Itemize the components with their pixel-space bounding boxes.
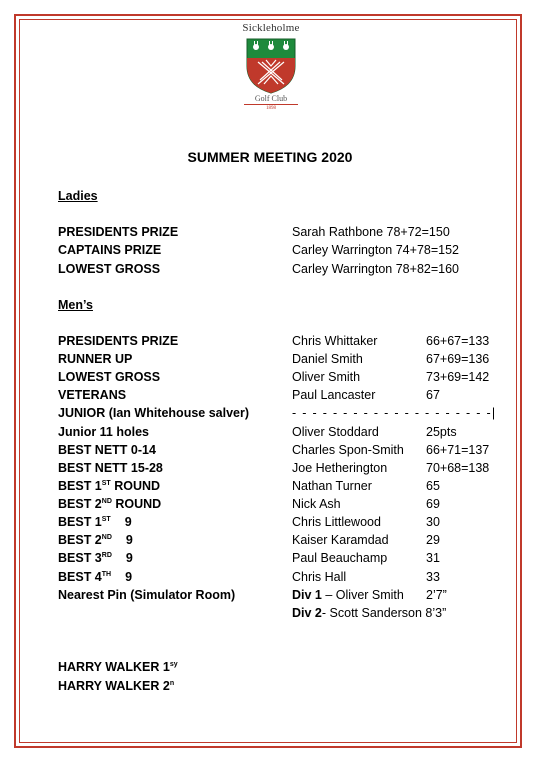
table-row — [58, 497, 518, 515]
winner-name: Div 1 – Oliver Smith — [292, 588, 404, 602]
prize-label: JUNIOR (Ian Whitehouse salver) — [58, 406, 250, 420]
winner-name: Oliver Stoddard — [292, 425, 379, 439]
winner-name: Paul Beauchamp — [292, 551, 388, 565]
table-row — [58, 243, 518, 261]
table-row — [58, 515, 518, 533]
winner-name: Nathan Turner — [292, 479, 372, 493]
winner-name: Carley Warrington 74+78=152 — [292, 243, 459, 257]
table-row — [58, 679, 518, 697]
winner-score: 30 — [426, 515, 440, 529]
winner-name: - - - - - - - - - - - - - - - - - - - -| — [292, 406, 497, 420]
winner-score: 29 — [426, 533, 440, 547]
table-row — [58, 334, 518, 352]
winner-score: 31 — [426, 551, 440, 565]
table-row — [58, 606, 518, 624]
winner-score: 65 — [426, 479, 440, 493]
table-row — [58, 388, 518, 406]
table-row — [58, 588, 518, 606]
winner-name: Chris Littlewood — [292, 515, 381, 529]
winner-name: Joe Hetherington — [292, 461, 388, 475]
prize-label: Nearest Pin (Simulator Room) — [58, 588, 236, 602]
table-row — [58, 225, 518, 243]
table-row — [58, 461, 518, 479]
winner-score: 70+68=138 — [426, 461, 490, 475]
prize-label: PRESIDENTS PRIZE — [58, 225, 179, 239]
table-row — [58, 262, 518, 280]
prize-label: BEST NETT 15-28 — [58, 461, 163, 475]
table-row — [58, 479, 518, 497]
table-row — [58, 425, 518, 443]
winner-score: 67 — [426, 388, 440, 402]
prize-label: VETERANS — [58, 388, 127, 402]
winner-name: Paul Lancaster — [292, 388, 376, 402]
logo-established: 1898 — [244, 104, 298, 111]
club-logo — [226, 22, 316, 122]
winner-score: 67+69=136 — [426, 352, 490, 366]
logo-club-sub: Golf Club — [254, 94, 288, 103]
winner-score: 73+69=142 — [426, 370, 490, 384]
prize-label: PRESIDENTS PRIZE — [58, 334, 179, 348]
winner-name: Nick Ash — [292, 497, 341, 511]
winner-name: Chris Hall — [292, 570, 347, 584]
prize-label: BEST 3RD 9 — [58, 551, 133, 565]
winner-name: Charles Spon-Smith — [292, 443, 404, 457]
table-row — [58, 533, 518, 551]
prize-label: BEST NETT 0-14 — [58, 443, 156, 457]
table-row — [58, 406, 518, 424]
prize-label: BEST 2ND ROUND — [58, 497, 162, 511]
table-row — [58, 352, 518, 370]
prize-label: BEST 1ST ROUND — [58, 479, 161, 493]
winner-score: 33 — [426, 570, 440, 584]
prize-label: LOWEST GROSS — [58, 370, 161, 384]
winner-name: Chris Whittaker — [292, 334, 378, 348]
winner-name: Div 2- Scott Sanderson 8’3” — [292, 606, 447, 620]
section-heading-ladies: Ladies — [58, 189, 98, 203]
section-heading-men: Men’s — [58, 298, 93, 312]
prize-label: Junior 11 holes — [58, 425, 150, 439]
prize-label: CAPTAINS PRIZE — [58, 243, 162, 257]
winner-name: Daniel Smith — [292, 352, 363, 366]
crest-icon — [244, 36, 298, 94]
winner-score: 25pts — [426, 425, 457, 439]
prize-label: RUNNER UP — [58, 352, 133, 366]
prize-label: BEST 2ND 9 — [58, 533, 133, 547]
winner-score: 2’7” — [426, 588, 447, 602]
winner-name: Oliver Smith — [292, 370, 361, 384]
page-title: SUMMER MEETING 2020 — [187, 149, 353, 165]
table-row — [58, 370, 518, 388]
winner-name: Kaiser Karamdad — [292, 533, 389, 547]
table-row — [58, 660, 518, 678]
table-row — [58, 551, 518, 569]
prize-label: HARRY WALKER 2$^n$ — [58, 679, 175, 693]
prize-label: HARRY WALKER $1^{sy}$ — [58, 660, 178, 674]
prize-label: BEST 1ST 9 — [58, 515, 132, 529]
prize-label: BEST 4TH 9 — [58, 570, 133, 584]
prize-label: LOWEST GROSS — [58, 262, 161, 276]
winner-score: 66+71=137 — [426, 443, 490, 457]
table-row — [58, 443, 518, 461]
winner-score: 66+67=133 — [426, 334, 490, 348]
winner-score: 69 — [426, 497, 440, 511]
winner-name: Sarah Rathbone 78+72=150 — [292, 225, 450, 239]
logo-club-name: Sickleholme — [242, 22, 300, 34]
table-row — [58, 570, 518, 588]
winner-name: Carley Warrington 78+82=160 — [292, 262, 459, 276]
